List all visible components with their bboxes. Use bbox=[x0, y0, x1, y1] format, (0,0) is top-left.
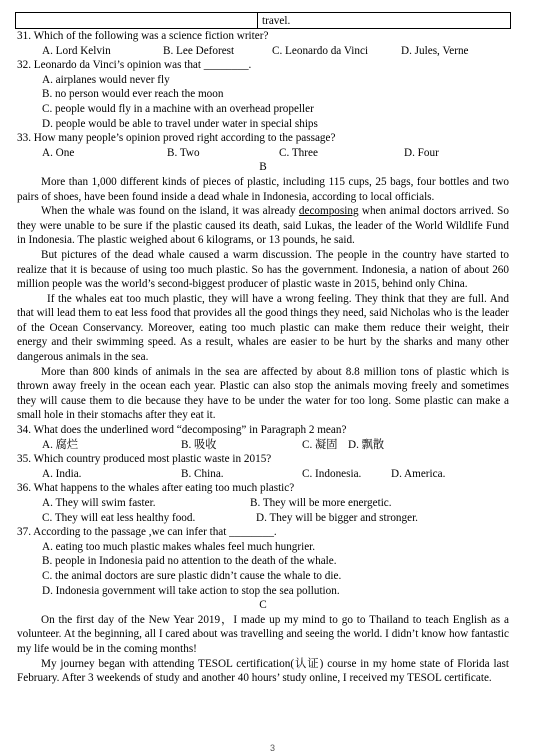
question-34: 34. What does the underlined word “decomposing” in Paragraph 2 mean? bbox=[17, 424, 347, 437]
question-35-options bbox=[17, 467, 509, 482]
passage-b-paragraph-2 bbox=[17, 204, 509, 248]
table-cell-text: travel. bbox=[262, 15, 291, 27]
option-a: A. eating too much plastic makes whales feel much hungrier. bbox=[42, 540, 316, 553]
section-heading-b: B bbox=[259, 161, 267, 174]
table-border bbox=[257, 13, 258, 28]
option-c: C. Leonardo da Vinci bbox=[272, 44, 369, 57]
option-c: C. 凝固 bbox=[302, 438, 338, 451]
option-c: C. people would fly in a machine with an overhead propeller bbox=[42, 102, 314, 115]
option-b: B. China. bbox=[181, 467, 224, 480]
question-31: 31. Which of the following was a science fiction writer? bbox=[17, 30, 269, 42]
option-b: B. Lee Deforest bbox=[163, 44, 235, 57]
option-b: B. Two bbox=[167, 146, 200, 159]
underlined-word: decomposing bbox=[298, 205, 359, 218]
option-c: C. They will eat less healthy food. bbox=[42, 511, 196, 524]
passage-c-paragraph-1: On the first day of the New Year 2019，I made up my mind to go to Thailand to teach English as a volunteer. At the beginning, all I cared about was travelling and seeing the world. I didn’t know how fantastic my life would be in the coming months! bbox=[17, 613, 509, 655]
page-number: 3 bbox=[269, 743, 275, 753]
question-33-options bbox=[17, 146, 509, 161]
option-c: C. the animal doctors are sure plastic didn’t cause the whale to die. bbox=[42, 569, 342, 582]
passage-c-paragraph-2: My journey began with attending TESOL certification(认证) course in my home state of Florida last February. After 3 weekends of study and another 40 hours’ study online, I received my TESOL certificate. bbox=[17, 657, 509, 685]
passage-b-paragraph-5: More than 800 kinds of animals in the sea are affected by about 8.8 million tons of plastic which is thrown away freely in the ocean each year. Plastic can also stop the animals moving freely and sometimes they will cause them to die because they have to be under the water for too long. Some plastic can make a small hole in their stomachs after they eat it. bbox=[17, 365, 509, 422]
option-d: D. 飘散 bbox=[348, 438, 385, 451]
option-a: A. India. bbox=[42, 467, 82, 480]
question-33: 33. How many people’s opinion proved right according to the passage? bbox=[17, 132, 336, 145]
question-36: 36. What happens to the whales after eating too much plastic? bbox=[17, 482, 295, 495]
option-d: D. America. bbox=[391, 467, 446, 480]
document-content bbox=[17, 29, 509, 686]
option-a: A. One bbox=[42, 146, 75, 159]
option-a: A. airplanes would never fly bbox=[42, 73, 170, 86]
section-heading-c: C bbox=[259, 599, 267, 612]
option-b: B. people in Indonesia paid no attention to the death of the whale. bbox=[42, 555, 337, 568]
option-a: A. 腐烂 bbox=[42, 438, 79, 451]
passage-b-paragraph-1: More than 1,000 different kinds of pieces of plastic, including 115 cups, 25 bags, four bottles and two pairs of shoes, have been found inside a dead whale in Indonesia, according to local officials. bbox=[17, 175, 509, 203]
top-table-row bbox=[15, 12, 511, 29]
question-32: 32. Leonardo da Vinci’s opinion was that ________. bbox=[17, 59, 252, 72]
question-31-options bbox=[17, 44, 509, 59]
question-35: 35. Which country produced most plastic waste in 2015? bbox=[17, 453, 272, 466]
option-c: C. Indonesia. bbox=[302, 467, 362, 480]
passage-b-paragraph-4: If the whales eat too much plastic, they will have a wrong feeling. They think that they are full. And that will lead them to eat less food that provides all the good things they need, said Nicholas who is the leader of the Ocean Conservancy. Moreover, eating too much plastic can make them reduce their weight, their energy and their swimming speed. As a result, whales are easier to be hurt by the sharks and many other dangerous animals in the sea. bbox=[17, 292, 509, 364]
question-37: 37. According to the passage ,we can infer that ________. bbox=[17, 526, 277, 539]
option-b: B. They will be more energetic. bbox=[250, 497, 392, 509]
option-d: D. Jules, Verne bbox=[401, 44, 469, 57]
table-border bbox=[510, 13, 511, 28]
option-d: D. Indonesia government will take action to stop the sea pollution. bbox=[42, 584, 340, 597]
question-36-options-row-2 bbox=[17, 511, 509, 526]
paragraph-text: When the whale was found on the island, it was already bbox=[41, 205, 299, 218]
option-d: D. Four bbox=[404, 146, 439, 159]
question-34-options bbox=[17, 438, 509, 453]
option-d: D. They will be bigger and stronger. bbox=[256, 511, 418, 524]
option-d: D. people would be able to travel under water in special ships bbox=[42, 117, 318, 130]
paragraph-text: when animal doctors arrived. So they were unable to be sure if the plastic caused its death, said Lukas, the leader of the World Wildlife Fund in Indonesia. The plastic weighed about 6 kilograms, or 13 pounds, he said. bbox=[17, 205, 510, 247]
option-b: B. 吸收 bbox=[181, 438, 217, 451]
option-b: B. no person would ever reach the moon bbox=[42, 88, 224, 101]
passage-b-paragraph-3: But pictures of the dead whale caused a warm discussion. The people in the country have started to realize that it is because of using too much plastic. So has the government. Indonesia, a nation of about 260 million people was the world’s second-biggest producer of plastic waste in 2015, behind only China. bbox=[17, 248, 509, 291]
option-a: A. Lord Kelvin bbox=[42, 44, 111, 57]
table-border bbox=[15, 13, 16, 28]
option-c: C. Three bbox=[279, 146, 318, 159]
option-a: A. They will swim faster. bbox=[42, 497, 156, 509]
question-36-options-row-1 bbox=[17, 496, 509, 511]
